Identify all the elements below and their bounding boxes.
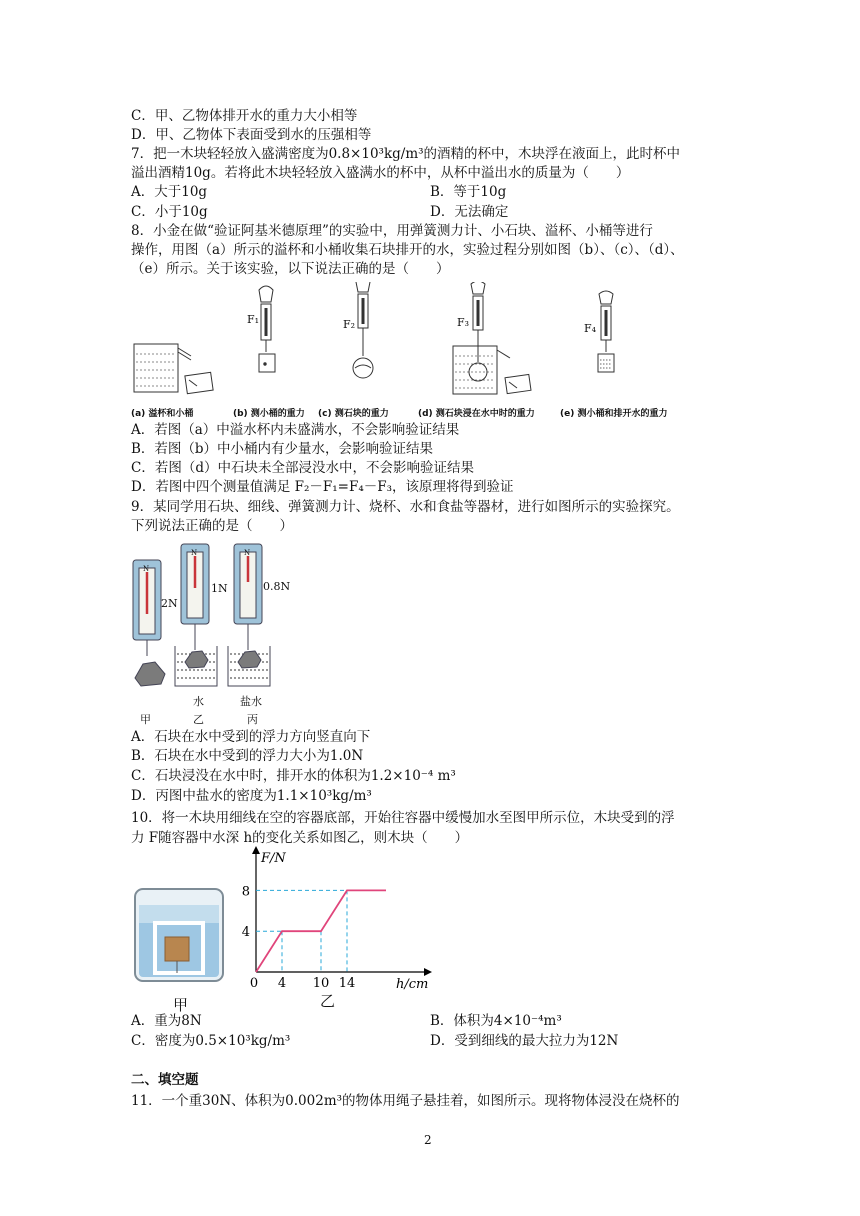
q10-beaker-figure <box>131 885 231 985</box>
q8-stem-line1: 8．小金在做“验证阿基米德原理”的实验中，用弹簧测力计、小石块、溢杯、小桶等进行 <box>131 223 653 239</box>
q8-option-c: C．若图（d）中石块未全部浸没水中，不会影响验证结果 <box>131 460 474 476</box>
q7-option-d: D．无法确定 <box>430 204 509 220</box>
y-tick-label-8: 8 <box>241 884 250 900</box>
caption-d: (d) 测石块浸在水中时的重力 <box>418 409 535 419</box>
x-axis-label: h/cm <box>396 977 429 992</box>
label-bing: 丙 <box>247 713 258 726</box>
caption-c: (c) 测石块的重力 <box>318 409 389 419</box>
q10-option-c: C．密度为0.5×10³kg/m³ <box>131 1033 291 1049</box>
q9-stem-line2: 下列说法正确的是（ ） <box>131 518 293 534</box>
q8-figure <box>131 282 691 402</box>
section-heading: 二、填空题 <box>131 1072 199 1088</box>
force-label-f3: F₃ <box>457 316 470 329</box>
q9-option-d: D．丙图中盐水的密度为1.1×10³kg/m³ <box>131 788 372 804</box>
q11-stem-line1: 11．一个重30N、体积为0.002m³的物体用绳子悬挂着，如图所示。现将物体浸没在烧杯的 <box>131 1093 680 1109</box>
q7-stem-line1: 7．把一木块轻轻放入盛满密度为0.8×10³kg/m³的酒精的杯中，木块浮在液面上，此时杯中 <box>131 146 681 162</box>
q9-figure <box>131 538 301 698</box>
q10-stem-line2: 力 F随容器中水深 h的变化关系如图乙，则木块（ ） <box>131 830 469 846</box>
q8-option-b: B．若图（b）中小桶内有少量水，会影响验证结果 <box>131 441 434 457</box>
q9-option-a: A．石块在水中受到的浮力方向竖直向下 <box>131 729 371 745</box>
label-fig-yi: 乙 <box>320 992 336 1010</box>
q6-option-d: D．甲、乙物体下表面受到水的压强相等 <box>131 127 372 143</box>
q9-option-b: B．石块在水中受到的浮力大小为1.0N <box>131 748 364 764</box>
q9-option-c: C．石块浸没在水中时，排开水的体积为1.2×10⁻⁴ m³ <box>131 768 456 784</box>
meter1-unit: N <box>143 565 150 573</box>
q7-option-c: C．小于10g <box>131 204 208 220</box>
caption-b: (b) 测小桶的重力 <box>233 409 305 419</box>
q10-option-a: A．重为8N <box>131 1013 202 1029</box>
q7-option-a: A．大于10g <box>131 184 208 200</box>
label-jia: 甲 <box>140 713 151 726</box>
q6-option-c: C．甲、乙物体排开水的重力大小相等 <box>131 108 358 124</box>
q10-option-d: D．受到细线的最大拉力为12N <box>430 1033 619 1049</box>
q7-option-b: B．等于10g <box>430 184 507 200</box>
x-tick-label-4: 4 <box>277 976 287 991</box>
force-label-f1: F₁ <box>247 313 260 326</box>
x-tick-label-14: 14 <box>338 976 356 991</box>
force-label-f2: F₂ <box>343 318 356 331</box>
x-tick-label-10: 10 <box>312 976 330 991</box>
q8-option-a: A．若图（a）中溢水杯内未盛满水，不会影响验证结果 <box>131 422 460 438</box>
force-label-f4: F₄ <box>584 322 597 335</box>
liquid-water: 水 <box>193 695 204 708</box>
label-yi: 乙 <box>193 713 204 726</box>
page-number: 2 <box>424 1133 432 1147</box>
reading-1n: 1N <box>211 582 228 595</box>
q7-stem-line2: 溢出酒精10g。若将此木块轻轻放入盛满水的杯中，从杯中溢出水的质量为（ ） <box>131 165 630 181</box>
origin-label: 0 <box>249 976 259 991</box>
q9-stem-line1: 9．某同学用石块、细线、弹簧测力计、烧杯、水和食盐等器材，进行如图所示的实验探究。 <box>131 499 680 515</box>
caption-a: (a) 溢杯和小桶 <box>131 409 194 419</box>
q8-stem-line2: 操作，用图（a）所示的溢杯和小桶收集石块排开的水，实验过程分别如图（b）、（c）、（d）、 <box>131 242 684 258</box>
x-axis-arrow <box>424 968 432 976</box>
q10-stem-line1: 10．将一木块用细线在空的容器底部，开始往容器中缓慢加水至图甲所示位，木块受到的浮 <box>131 810 675 826</box>
caption-e: (e) 测小桶和排开水的重力 <box>560 409 668 419</box>
y-axis-arrow <box>252 846 260 854</box>
meter3-unit: N <box>244 549 251 557</box>
meter2-unit: N <box>191 549 198 557</box>
y-axis-label: F/N <box>261 851 286 866</box>
q10-force-depth-chart <box>236 840 436 1000</box>
q10-option-b: B．体积为4×10⁻⁴m³ <box>430 1013 562 1029</box>
q8-option-d: D．若图中四个测量值满足 F₂－F₁=F₄－F₃，该原理将得到验证 <box>131 479 514 495</box>
y-tick-label-4: 4 <box>241 925 250 941</box>
reading-08n: 0.8N <box>263 580 291 593</box>
q8-stem-line3: （e）所示。关于该实验，以下说法正确的是（ ） <box>131 261 450 277</box>
label-fig-jia: 甲 <box>173 996 189 1014</box>
reading-2n: 2N <box>161 597 178 610</box>
liquid-brine: 盐水 <box>240 695 262 708</box>
